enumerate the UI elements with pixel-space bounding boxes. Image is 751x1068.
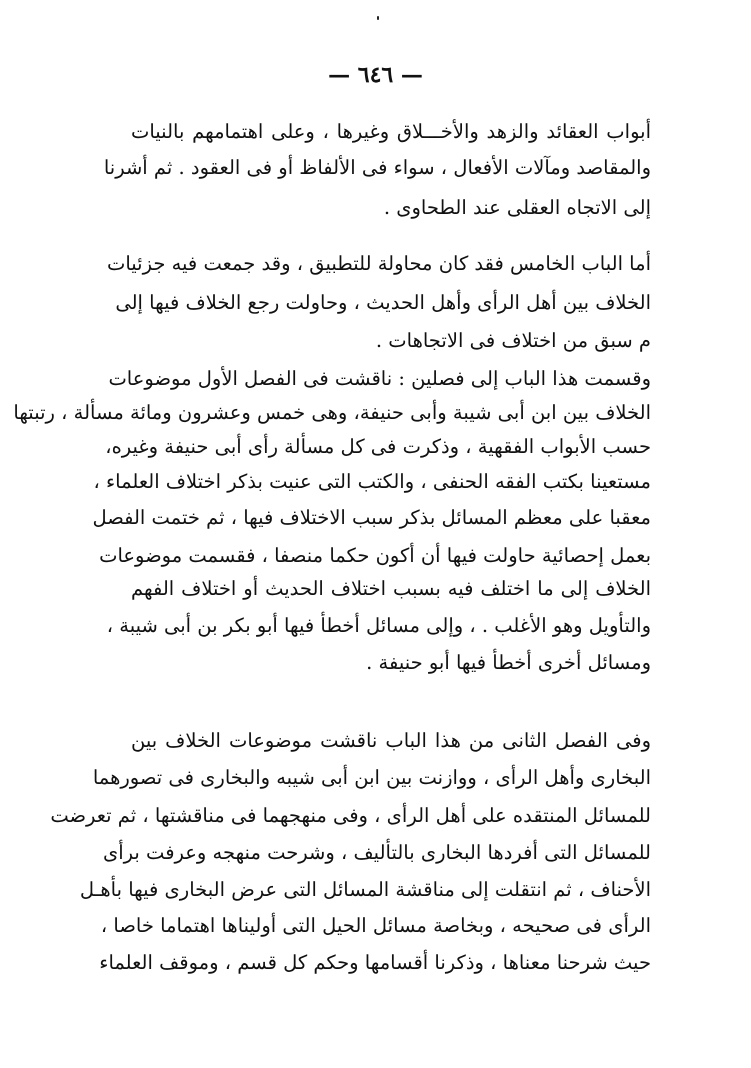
- paragraph-1-line-2: والمقاصد ومآلات الأفعال ، سواء فى الألفاظ أو فى العقود . ثم أشرنا: [103, 156, 651, 179]
- paragraph-1-line-3: إلى الاتجاه العقلى عند الطحاوى .: [383, 196, 651, 219]
- ink-speck: [377, 16, 379, 20]
- paragraph-4-line-4: للمسائل التى أفردها البخارى بالتأليف ، وشرحت منهجه وعرفت برأى: [102, 841, 651, 864]
- paragraph-3-line-1: وقسمت هذا الباب إلى فصلين : ناقشت فى الفصل الأول موضوعات: [108, 367, 651, 390]
- paragraph-3-line-3: حسب الأبواب الفقهية ، وذكرت فى كل مسألة رأى أبى حنيفة وغيره،: [105, 435, 651, 458]
- paragraph-2-line-3: م سبق من اختلاف فى الاتجاهات .: [375, 329, 651, 352]
- paragraph-2-line-2: الخلاف بين أهل الرأى وأهل الحديث ، وحاولت رجع الخلاف فيها إلى: [115, 291, 651, 314]
- paragraph-4-line-1: وفى الفصل الثانى من هذا الباب ناقشت موضوعات الخلاف بين: [131, 729, 651, 752]
- paragraph-4-line-5: الأحناف ، ثم انتقلت إلى مناقشة المسائل التى عرض البخارى فيها بأهـل: [79, 878, 651, 901]
- paragraph-3-line-7: الخلاف إلى ما اختلف فيه بسبب اختلاف الحديث أو اختلاف الفهم: [131, 577, 651, 600]
- paragraph-3-line-9: ومسائل أخرى أخطأ فيها أبو حنيفة .: [366, 651, 651, 674]
- paragraph-1-line-1: أبواب العقائد والزهد والأخـــلاق وغيرها ، وعلى اهتمامهم بالنيات: [131, 120, 651, 143]
- paragraph-3-line-5: معقبا على معظم المسائل بذكر سبب الاختلاف فيها ، ثم ختمت الفصل: [92, 506, 651, 529]
- paragraph-3-line-8: والتأويل وهو الأغلب . ، وإلى مسائل أخطأ فيها أبو بكر بن أبى شيبة ،: [106, 614, 651, 637]
- paragraph-3-line-4: مستعينا بكتب الفقه الحنفى ، والكتب التى عنيت بذكر اختلاف العلماء ،: [93, 470, 651, 493]
- page-number: — ٦٤٦ —: [328, 62, 423, 88]
- paragraph-3-line-2: الخلاف بين ابن أبى شيبة وأبى حنيفة، وهى خمس وعشرون ومائة مسألة ، رتبتها: [13, 401, 651, 424]
- paragraph-4-line-6: الرأى فى صحيحه ، وبخاصة مسائل الحيل التى أوليناها اهتماما خاصا ،: [100, 914, 651, 937]
- paragraph-3-line-6: بعمل إحصائية حاولت فيها أن أكون حكما منصفا ، فقسمت موضوعات: [99, 544, 651, 567]
- paragraph-4-line-7: حيث شرحنا معناها ، وذكرنا أقسامها وحكم كل قسم ، وموقف العلماء: [99, 951, 651, 974]
- paragraph-2-line-1: أما الباب الخامس فقد كان محاولة للتطبيق ، وقد جمعت فيه جزئيات: [106, 252, 651, 275]
- paragraph-4-line-2: البخارى وأهل الرأى ، ووازنت بين ابن أبى شيبه والبخارى فى تصورهما: [92, 766, 651, 789]
- paragraph-4-line-3: للمسائل المنتقده على أهل الرأى ، وفى منهجهما فى مناقشتها ، ثم تعرضت: [50, 804, 651, 827]
